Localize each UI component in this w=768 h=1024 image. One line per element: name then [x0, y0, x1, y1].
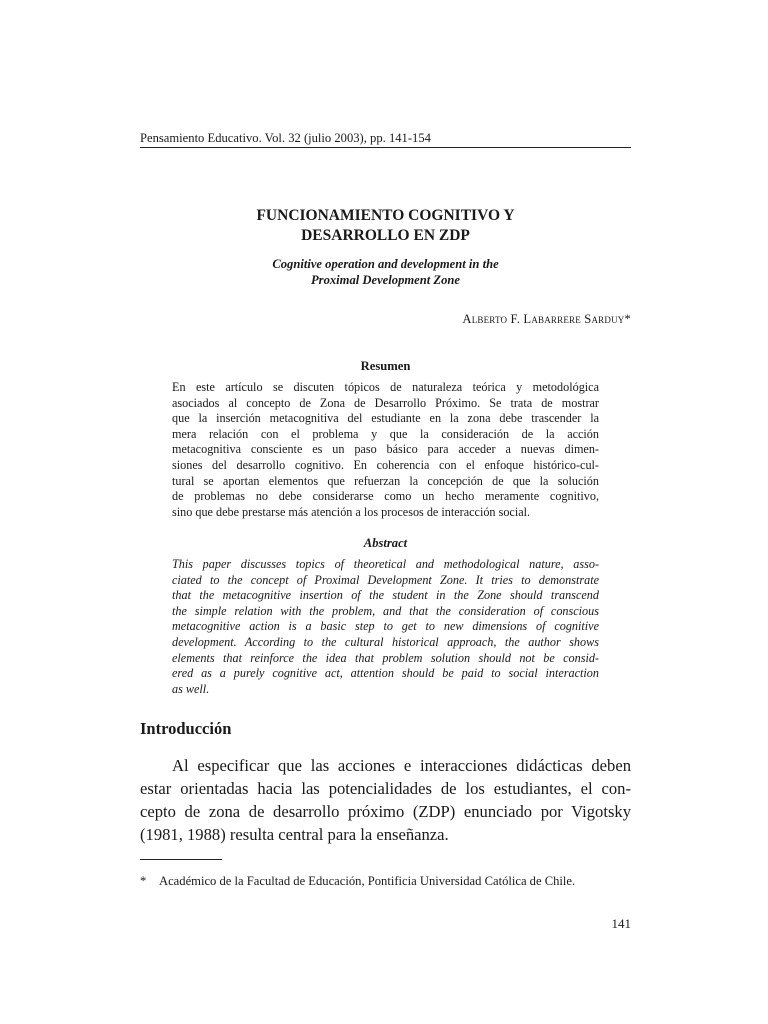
resumen-line: que la inserción metacognitiva del estudiante en la zona debe trascender la	[172, 411, 599, 426]
abstract-line: development. According to the cultural historical approach, the author shows	[172, 634, 599, 649]
running-head: Pensamiento Educativo. Vol. 32 (julio 2003), pp. 141-154	[140, 131, 431, 145]
abstract-line: This paper discusses topics of theoretical and methodological nature, asso-	[172, 557, 599, 571]
body-line: estar orientadas hacia las potencialidades de los estudiantes, el con-	[140, 779, 631, 798]
introduction-paragraph	[140, 754, 631, 846]
resumen-line: metacognitiva consciente es un paso básico para acceder a nuevas dimen-	[172, 442, 599, 457]
article-title	[140, 206, 631, 246]
resumen-line: En este artículo se discuten tópicos de naturaleza teórica y metodológica	[172, 380, 599, 394]
abstract-line: the simple relation with the problem, and that the consideration of conscious	[172, 603, 599, 618]
running-head-rule	[140, 147, 631, 148]
article-subtitle	[140, 256, 631, 288]
page-number: 141	[611, 916, 631, 931]
abstract-line: that the metacognitive insertion of the student in the Zone should transcend	[172, 588, 599, 603]
resumen-line: de problemas no debe considerarse como un hecho meramente cognitivo,	[172, 489, 599, 504]
article-title-line-2: DESARROLLO EN ZDP	[301, 227, 470, 244]
abstract-line: elements that reinforce the idea that problem solution should not be consid-	[172, 650, 599, 665]
footnote-mark: *	[140, 874, 147, 888]
article-title-line-1: FUNCIONAMIENTO COGNITIVO Y	[256, 207, 515, 224]
author-name: Alberto F. Labarrere Sarduy*	[462, 312, 631, 326]
article-subtitle-line-1: Cognitive operation and development in the	[272, 257, 499, 271]
resumen-line: siones del desarrollo cognitivo. En coherencia con el enfoque histórico-cul-	[172, 457, 599, 472]
abstract-line: ciated to the concept of Proximal Development Zone. It tries to demonstrate	[172, 572, 599, 587]
abstract-line: ered as a purely cognitive act, attention should be paid to social interaction	[172, 666, 599, 681]
body-line: cepto de zona de desarrollo próximo (ZDP) enunciado por Vigotsky	[140, 802, 631, 821]
footnote-rule	[140, 859, 222, 860]
article-subtitle-line-2: Proximal Development Zone	[310, 273, 460, 287]
footnote-text: Académico de la Facultad de Educación, Pontificia Universidad Católica de Chile.	[159, 874, 576, 888]
resumen-heading: Resumen	[360, 359, 411, 373]
resumen-line: mera relación con el problema y que la consideración de la acción	[172, 426, 599, 441]
abstract-line: as well.	[172, 681, 210, 696]
resumen-text	[172, 380, 599, 520]
body-line: (1981, 1988) resulta central para la enseñanza.	[140, 825, 449, 844]
abstract-text	[172, 557, 599, 697]
abstract-heading: Abstract	[363, 536, 408, 550]
body-line: Al especificar que las acciones e interacciones didácticas deben	[172, 756, 631, 775]
abstract-line: metacognitive action is a basic step to get to new dimensions of cognitive	[172, 619, 599, 634]
footnote	[140, 873, 640, 889]
resumen-line: tural se aportan elementos que refuerzan la concepción de que la solución	[172, 473, 599, 488]
resumen-line: sino que debe prestarse más atención a los procesos de interacción social.	[172, 504, 531, 519]
resumen-line: asociados al concepto de Zona de Desarrollo Próximo. Se trata de mostrar	[172, 395, 599, 410]
introduction-heading: Introducción	[140, 719, 232, 738]
